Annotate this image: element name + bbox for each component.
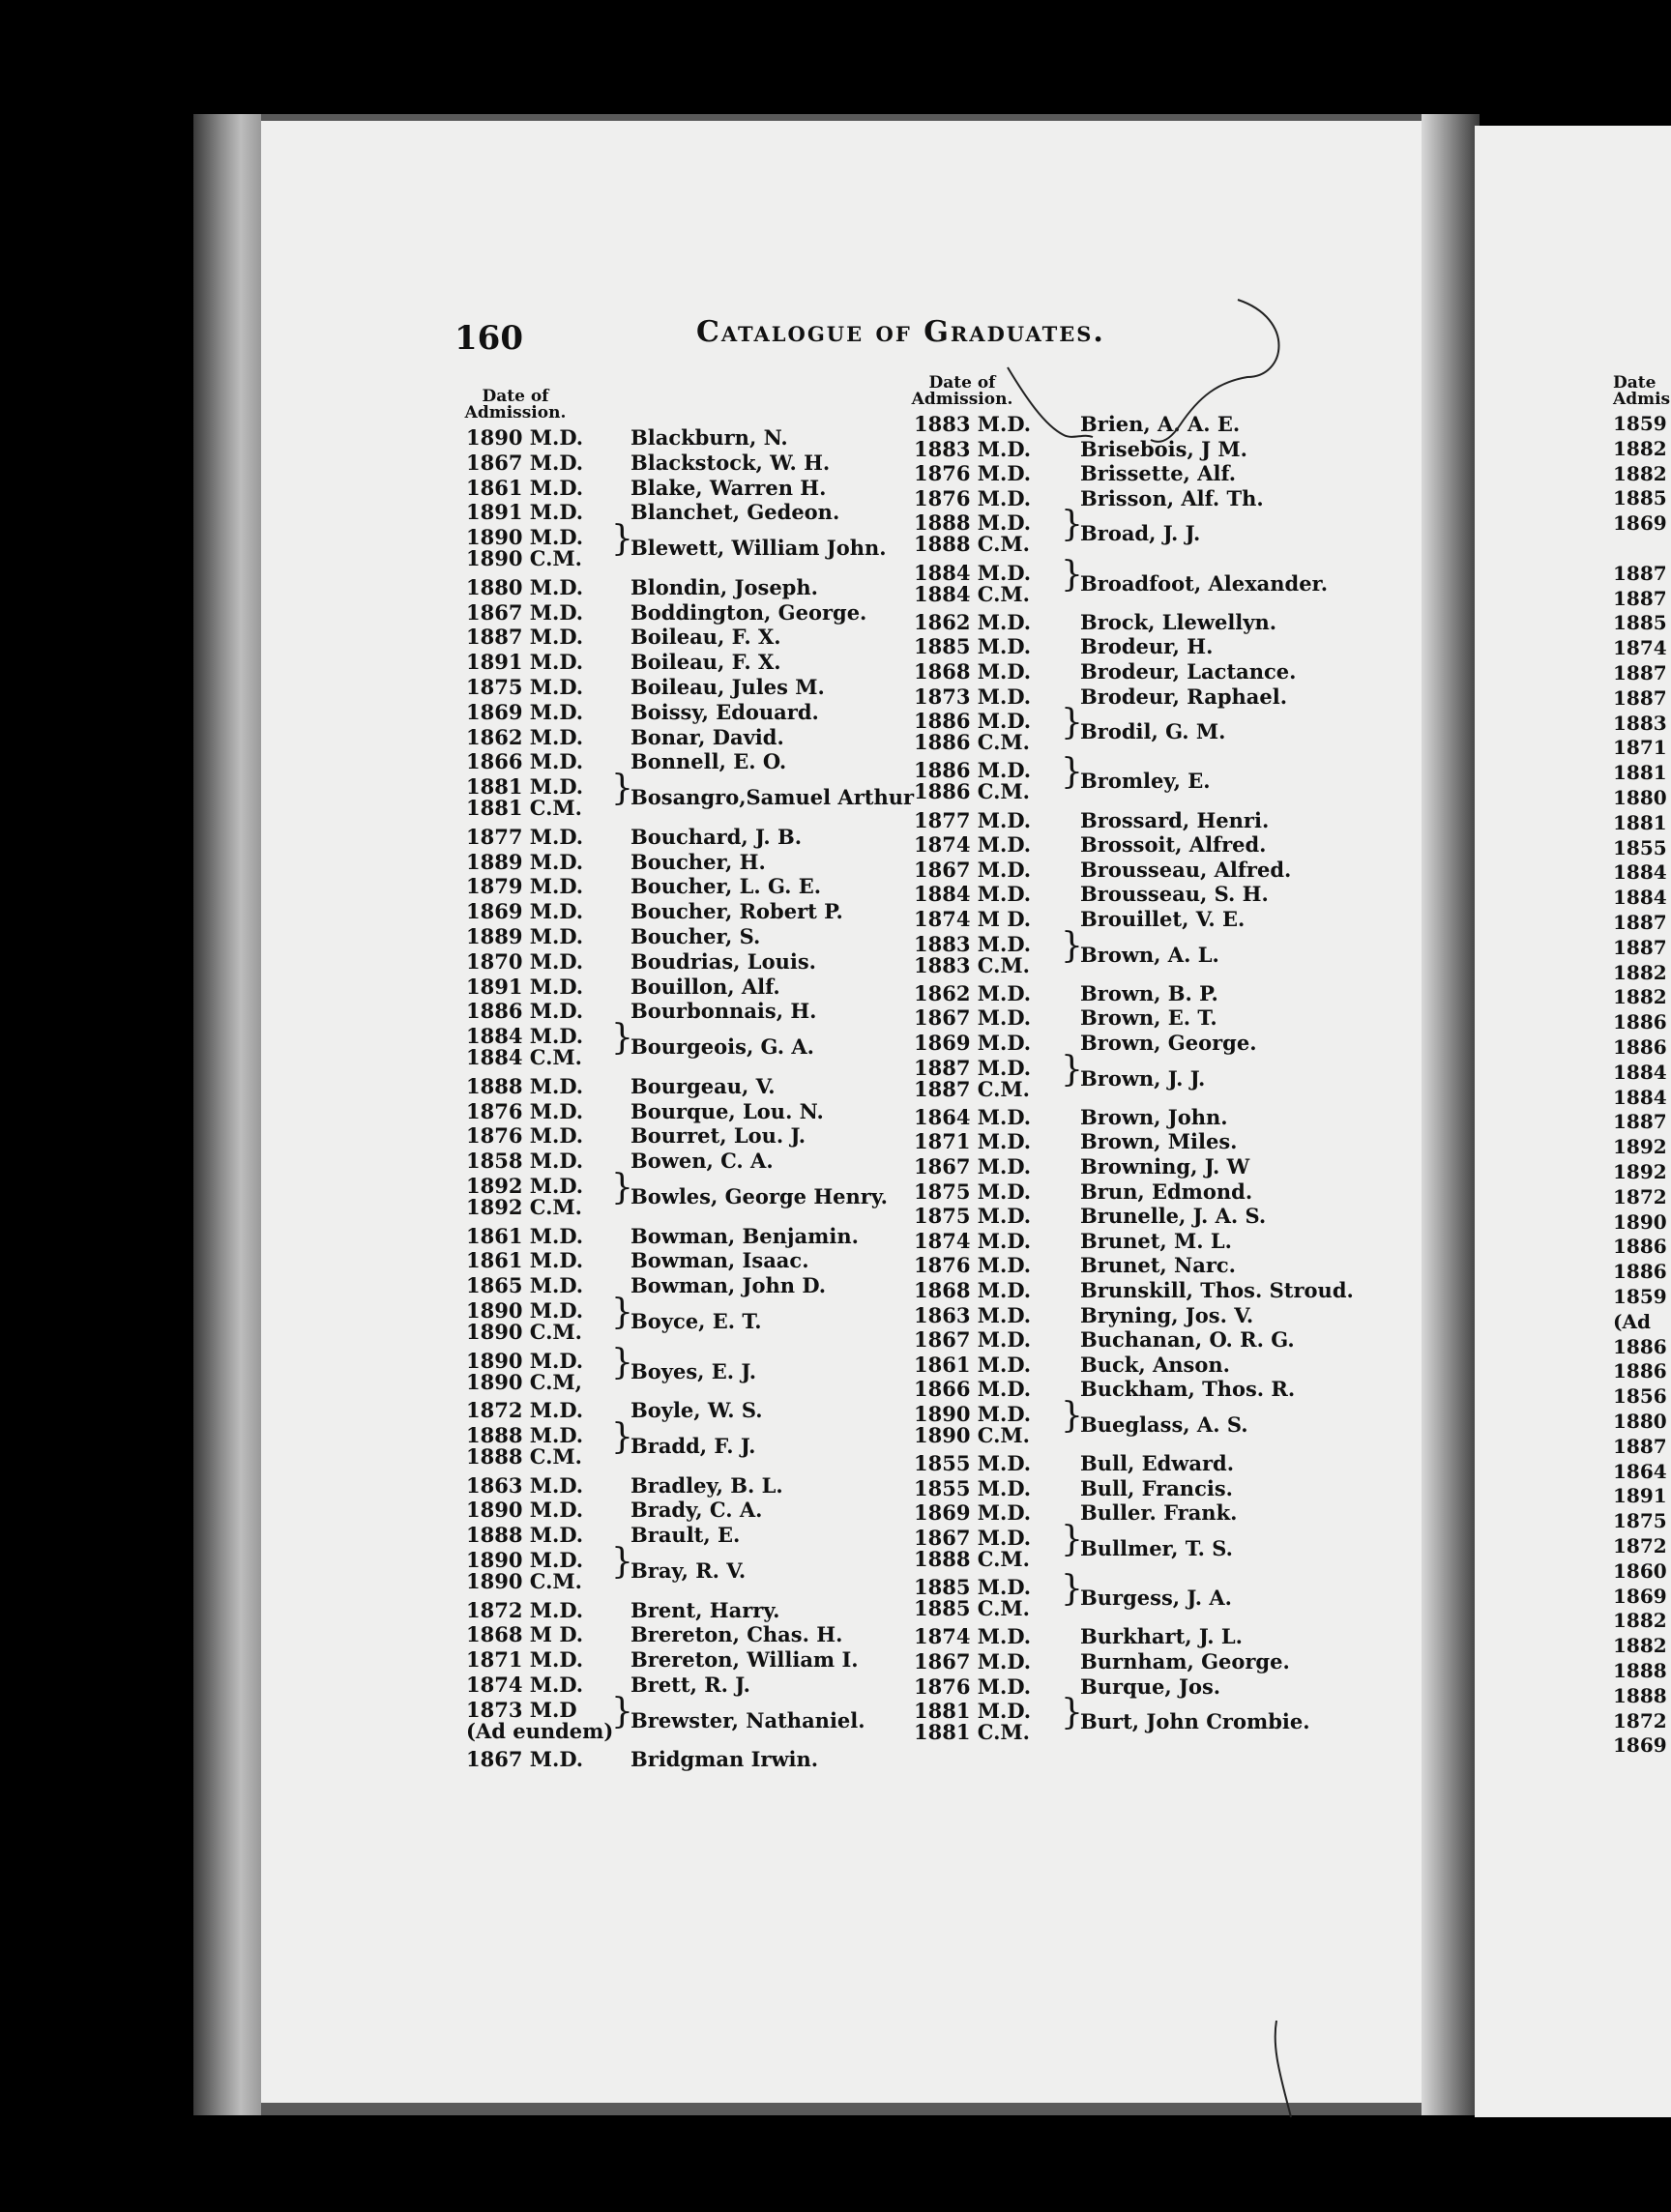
facing-date: 1887 [1613,1434,1667,1458]
admission-date: 1874 M D. [914,907,1032,931]
facing-date: 1884 [1613,860,1667,885]
admission-date: 1884 M.D. [466,1024,584,1049]
facing-date: 1856 [1613,1384,1667,1409]
admission-date: 1872 M.D. [466,1597,584,1622]
admission-date: 1869 M.D. [466,699,584,724]
admission-date: 1887 M.D. [914,1055,1032,1080]
graduate-name: Blondin, Joseph. [630,574,818,599]
admission-date: 1885 M.D. [914,634,1032,659]
graduate-name: Burnham, George. [1080,1649,1290,1674]
graduate-name: Brodeur, Lactance. [1080,659,1297,684]
graduate-name: Bouchard, J. B. [630,824,803,849]
admission-date: 1863 M.D. [914,1302,1032,1327]
graduate-name: Brown, A. L. [1080,942,1219,967]
admission-date: 1886 M.D. [466,999,584,1024]
admission-date: 1861 M.D. [466,1223,584,1248]
facing-date: 1886 [1613,1359,1667,1383]
admission-date: 1890 C.M, [466,1369,582,1394]
admission-date: 1888 C.M. [466,1444,582,1469]
graduate-name: Brett, R. J. [630,1673,750,1697]
admission-date: 1876 M.D. [914,485,1032,510]
admission-date: 1864 M.D. [914,1104,1032,1129]
graduate-name: Bradd, F. J. [630,1434,756,1458]
facing-date: 1888 [1613,1659,1667,1682]
graduate-name: Bourbonnais, H. [630,999,817,1024]
admission-date: 1865 M.D. [466,1273,584,1298]
facing-date: 1875 [1613,1509,1667,1533]
admission-date: 1890 M.D. [466,425,584,450]
admission-date: 1886 C.M. [914,730,1030,755]
admission-date: 1869 M.D. [914,1500,1032,1526]
pencil-mark-top [1006,290,1315,464]
graduate-name: Boucher, Robert P. [630,899,843,924]
facing-date: 1880 [1613,786,1667,809]
graduate-name: Broad, J. J. [1080,521,1201,546]
facing-date: 1887 [1613,561,1667,585]
admission-date: 1867 M.D. [914,1327,1032,1353]
admission-date: 1868 M D. [466,1622,584,1647]
brace-mark: } [1061,1396,1083,1436]
admission-date: 1881 M.D. [466,774,584,800]
graduate-name: Blake, Warren H. [630,475,827,500]
admission-date: 1874 M.D. [914,1228,1032,1253]
graduate-name: Blackstock, W. H. [630,450,831,475]
graduate-name: Brossoit, Alfred. [1080,832,1267,858]
facing-column-header: Date Admis [1613,373,1671,409]
facing-date: 1890 [1613,1209,1667,1234]
graduate-name: Brown, Miles. [1080,1129,1238,1154]
admission-date: 1887 C.M. [914,1076,1030,1101]
admission-date: 1877 M.D. [914,807,1032,832]
graduate-name: Brien, A. A. E. [1080,412,1241,436]
graduate-name: Brown, John. [1080,1104,1228,1129]
admission-date: 1873 M.D. [914,684,1032,709]
admission-date: 1890 C.M. [466,1320,582,1344]
graduate-name: Bueglass, A. S. [1080,1412,1248,1437]
admission-date: 1858 M.D. [466,1149,584,1174]
facing-date: 1886 [1613,1235,1667,1259]
graduate-name: Brousseau, Alfred. [1080,857,1292,882]
graduate-name: Blackburn, N. [630,425,788,450]
admission-date: 1887 M.D. [466,625,584,650]
graduate-name: Bourque, Lou. N. [630,1098,824,1123]
facing-date: 1859 [1613,412,1667,435]
facing-date: 1881 [1613,761,1667,785]
brace-mark: } [1061,554,1083,595]
admission-date: 1884 C.M. [466,1045,582,1070]
facing-date: 1882 [1613,1634,1667,1658]
brace-mark: } [611,519,633,560]
graduate-name: Brun, Edmond. [1080,1179,1253,1204]
graduate-name: Brault, E. [630,1523,741,1548]
admission-date: 1862 M.D. [914,609,1032,634]
facing-date: 1887 [1613,935,1667,959]
page-number: 160 [454,319,523,358]
admission-date: 1867 M.D. [914,1005,1032,1031]
admission-date: 1867 M.D. [466,1747,584,1772]
facing-date: 1864 [1613,1459,1667,1483]
running-title: Catalogue of Graduates. [696,315,1105,349]
admission-date: 1879 M.D. [466,874,584,899]
admission-date: 1883 M.D. [914,931,1032,956]
admission-date: 1888 M.D. [914,510,1032,536]
admission-date: 1862 M.D. [914,980,1032,1005]
graduate-name: Boucher, L. G. E. [630,874,822,899]
admission-date: 1889 M.D. [466,849,584,874]
admission-date: 1890 C.M. [466,546,582,571]
graduate-name: Brereton, Chas. H. [630,1622,843,1647]
graduate-name: Brunet, Narc. [1080,1253,1236,1278]
facing-date: 1886 [1613,1260,1667,1284]
admission-date: 1881 C.M. [914,1720,1030,1745]
admission-date: 1892 C.M. [466,1195,582,1219]
admission-date: 1876 M.D. [914,1674,1032,1699]
admission-date: 1855 M.D. [914,1451,1032,1476]
admission-date: 1866 M.D. [466,749,584,774]
admission-date: 1867 M.D. [914,1154,1032,1179]
admission-date: 1867 M.D. [466,599,584,625]
graduate-name: Boyce, E. T. [630,1309,762,1333]
admission-date: 1884 M.D. [914,882,1032,907]
brace-mark: } [611,1542,633,1582]
graduate-name: Buller. Frank. [1080,1500,1238,1526]
facing-date: 1872 [1613,1534,1667,1557]
admission-date: 1868 M.D. [914,1278,1032,1302]
graduate-name: Burque, Jos. [1080,1674,1221,1699]
admission-date: 1868 M.D. [914,659,1032,684]
right-column-header: Date of Admission. [911,373,1013,409]
brace-mark: } [1061,752,1083,793]
brace-mark: } [1061,1049,1083,1090]
graduate-name: Browning, J. W [1080,1154,1250,1179]
graduate-name: Bowman, Benjamin. [630,1223,859,1248]
admission-date: (Ad eundem) [466,1718,614,1743]
facing-date: 1887 [1613,685,1667,710]
brace-mark: } [611,1417,633,1457]
admission-date: 1888 M.D. [466,1423,584,1447]
graduate-name: Boissy, Edouard. [630,699,819,724]
graduate-name: Brock, Llewellyn. [1080,609,1277,634]
admission-date: 1876 M.D. [914,1253,1032,1278]
graduate-name: Brady, C. A. [630,1498,763,1523]
facing-date: 1891 [1613,1484,1667,1508]
admission-date: 1886 M.D. [914,758,1032,783]
admission-date: 1888 C.M. [914,532,1030,557]
graduate-name: Brunet, M. L. [1080,1228,1232,1253]
graduate-name: Brodeur, Raphael. [1080,684,1288,709]
graduate-name: Bourgeois, G. A. [630,1034,814,1060]
graduate-name: Bray, R. V. [630,1558,747,1583]
facing-date: 1892 [1613,1160,1667,1183]
admission-date: 1875 M.D. [914,1204,1032,1229]
graduate-name: Brodeur, H. [1080,634,1214,659]
graduate-name: Boucher, H. [630,849,766,874]
admission-date: 1869 M.D. [914,1031,1032,1055]
brace-mark: } [1061,703,1083,743]
facing-date: 1869 [1613,1733,1667,1758]
admission-date: 1867 M.D. [466,450,584,475]
facing-date: 1887 [1613,586,1667,610]
graduate-name: Bullmer, T. S. [1080,1536,1233,1560]
graduate-name: Buck, Anson. [1080,1352,1230,1377]
admission-date: 1855 M.D. [914,1475,1032,1500]
admission-date: 1890 M.D. [466,1298,584,1323]
facing-date: 1887 [1613,911,1667,934]
brace-mark: } [611,1018,633,1059]
admission-date: 1890 M.D. [466,1498,584,1523]
admission-date: 1874 M.D. [914,832,1032,858]
facing-date: 1886 [1613,1035,1667,1059]
admission-date: 1862 M.D. [466,724,584,749]
graduate-name: Boyle, W. S. [630,1398,763,1423]
admission-date: 1876 M.D. [914,461,1032,486]
facing-date: 1880 [1613,1410,1667,1433]
admission-date: 1863 M.D. [466,1472,584,1498]
graduate-name: Bowles, George Henry. [630,1184,888,1208]
facing-date: 1882 [1613,436,1667,460]
facing-date: 1882 [1613,960,1667,984]
facing-date: 1871 [1613,736,1667,760]
graduate-name: Bourgeau, V. [630,1073,776,1098]
graduate-name: Bradley, B. L. [630,1472,783,1498]
admission-date: 1891 M.D. [466,650,584,675]
pencil-mark-bottom [1267,2021,1305,2127]
admission-date: 1890 C.M. [466,1569,582,1593]
graduate-name: Burgess, J. A. [1080,1586,1232,1611]
graduate-name: Blewett, William John. [630,536,887,561]
admission-date: 1883 M.D. [914,436,1032,461]
graduate-name: Boucher, S. [630,924,761,948]
facing-date: 1882 [1613,985,1667,1009]
facing-date: 1882 [1613,1609,1667,1633]
graduate-name: Brunskill, Thos. Stroud. [1080,1278,1354,1302]
admission-date: 1885 C.M. [914,1596,1030,1621]
graduate-name: Brisebois, J M. [1080,436,1247,461]
facing-date: 1887 [1613,1110,1667,1134]
graduate-name: Buchanan, O. R. G. [1080,1327,1295,1353]
admission-date: 1889 M.D. [466,924,584,948]
facing-date: 1885 [1613,486,1667,510]
brace-mark: } [1061,1693,1083,1733]
brace-mark: } [611,1293,633,1332]
admission-date: 1890 M.D. [466,525,584,550]
graduate-name: Buckham, Thos. R. [1080,1377,1296,1402]
brace-mark: } [611,1168,633,1208]
brace-mark: } [611,1342,633,1382]
admission-date: 1875 M.D. [466,675,584,699]
graduate-name: Brown, J. J. [1080,1065,1206,1091]
graduate-name: Bridgman Irwin. [630,1747,819,1772]
admission-date: 1891 M.D. [466,500,584,525]
facing-date: 1884 [1613,1060,1667,1084]
admission-date: 1871 M.D. [914,1129,1032,1154]
facing-date: 1859 [1613,1285,1667,1308]
admission-date: 1874 M.D. [466,1673,584,1697]
facing-date: 1885 [1613,611,1667,635]
graduate-name: Bromley, E. [1080,769,1211,794]
graduate-name: Brent, Harry. [630,1597,780,1622]
admission-date: 1888 M.D. [466,1073,584,1098]
facing-date: 1886 [1613,1334,1667,1358]
brace-mark: } [1061,505,1083,545]
graduate-name: Boileau, F. X. [630,650,781,675]
graduate-name: Brouillet, V. E. [1080,907,1246,931]
graduate-name: Bonnell, E. O. [630,749,787,774]
admission-date: 1861 M.D. [914,1352,1032,1377]
graduate-name: Broadfoot, Alexander. [1080,570,1328,596]
left-column-header: Date of Admission. [464,387,567,422]
graduate-name: Brown, E. T. [1080,1005,1217,1031]
admission-date: 1866 M.D. [914,1377,1032,1402]
facing-date: 1855 [1613,835,1667,859]
brace-mark: } [611,1691,633,1732]
graduate-name: Bowman, John D. [630,1273,827,1298]
admission-date: 1886 M.D. [914,709,1032,734]
admission-date: 1885 M.D. [914,1575,1032,1600]
brace-mark: } [1061,925,1083,966]
graduate-name: Boddington, George. [630,599,867,625]
graduate-name: Boudrias, Louis. [630,948,816,974]
facing-date: 1887 [1613,661,1667,684]
graduate-name: Brisson, Alf. Th. [1080,485,1264,510]
page-edges [193,114,261,2115]
admission-date: 1876 M.D. [466,1123,584,1149]
facing-date: 1881 [1613,810,1667,834]
admission-date: 1883 C.M. [914,952,1030,977]
facing-date: 1888 [1613,1683,1667,1707]
facing-date: 1884 [1613,886,1667,910]
graduate-name: Brodil, G. M. [1080,719,1226,744]
graduate-name: Bowen, C. A. [630,1149,774,1174]
admission-date: 1867 M.D. [914,857,1032,882]
admission-date: 1872 M.D. [466,1398,584,1423]
graduate-name: Brousseau, S. H. [1080,882,1269,907]
graduate-name: Brossard, Henri. [1080,807,1270,832]
facing-date: 1883 [1613,711,1667,735]
admission-date: 1870 M.D. [466,948,584,974]
admission-date: 1888 C.M. [914,1547,1030,1571]
admission-date: 1892 M.D. [466,1174,584,1198]
graduate-name: Bonar, David. [630,724,784,749]
admission-date: 1869 M.D. [466,899,584,924]
admission-date: 1876 M.D. [466,1098,584,1123]
admission-date: 1890 M.D. [466,1548,584,1572]
book-gutter [1422,114,1480,2115]
admission-date: 1890 C.M. [914,1423,1030,1447]
graduate-name: Blanchet, Gedeon. [630,500,840,525]
graduate-name: Boileau, F. X. [630,625,781,650]
facing-date: (Ad [1613,1309,1651,1333]
graduate-name: Boyes, E. J. [630,1358,757,1383]
admission-date: 1884 C.M. [914,581,1030,606]
admission-date: 1886 C.M. [914,779,1030,804]
graduate-name: Boileau, Jules M. [630,675,825,699]
admission-date: 1873 M.D [466,1697,577,1722]
graduate-name: Brereton, William I. [630,1647,859,1673]
facing-date: 1882 [1613,461,1667,485]
admission-date: 1891 M.D. [466,974,584,999]
graduate-name: Brown, B. P. [1080,980,1218,1005]
admission-date: 1877 M.D. [466,824,584,849]
facing-date: 1874 [1613,636,1667,660]
brace-mark: } [611,769,633,809]
admission-date: 1888 M.D. [466,1523,584,1548]
facing-date: 1884 [1613,1085,1667,1109]
admission-date: 1881 M.D. [914,1699,1032,1724]
facing-date: 1872 [1613,1708,1667,1732]
admission-date: 1880 M.D. [466,574,584,599]
graduate-name: Bull, Edward. [1080,1451,1235,1476]
graduate-name: Bouillon, Alf. [630,974,780,999]
admission-date: 1881 C.M. [466,796,582,821]
graduate-name: Brown, George. [1080,1031,1257,1055]
graduate-name: Bryning, Jos. V. [1080,1302,1254,1327]
graduate-name: Burt, John Crombie. [1080,1709,1310,1734]
graduate-name: Bull, Francis. [1080,1475,1233,1500]
admission-date: 1867 M.D. [914,1526,1032,1550]
facing-date: 1869 [1613,1584,1667,1608]
admission-date: 1875 M.D. [914,1179,1032,1204]
graduate-name: Brewster, Nathaniel. [630,1707,865,1732]
admission-date: 1867 M.D. [914,1649,1032,1674]
graduate-name: Brissette, Alf. [1080,461,1237,486]
admission-date: 1884 M.D. [914,560,1032,585]
facing-date: 1886 [1613,1010,1667,1034]
graduate-name: Burkhart, J. L. [1080,1624,1243,1649]
brace-mark: } [1061,1520,1083,1559]
admission-date: 1861 M.D. [466,475,584,500]
admission-date: 1883 M.D. [914,412,1032,436]
admission-date: 1871 M.D. [466,1647,584,1673]
facing-date: 1872 [1613,1184,1667,1208]
graduate-name: Bowman, Isaac. [630,1248,809,1273]
graduate-name: Brunelle, J. A. S. [1080,1204,1267,1229]
facing-date: 1892 [1613,1135,1667,1159]
admission-date: 1890 M.D. [914,1402,1032,1426]
facing-date: 1860 [1613,1558,1667,1583]
graduate-name: Bosangro,Samuel Arthur [630,785,915,810]
admission-date: 1861 M.D. [466,1248,584,1273]
graduate-name: Bourret, Lou. J. [630,1123,806,1149]
admission-date: 1874 M.D. [914,1624,1032,1649]
admission-date: 1890 M.D. [466,1348,584,1373]
brace-mark: } [1061,1569,1083,1610]
facing-date: 1869 [1613,511,1667,536]
